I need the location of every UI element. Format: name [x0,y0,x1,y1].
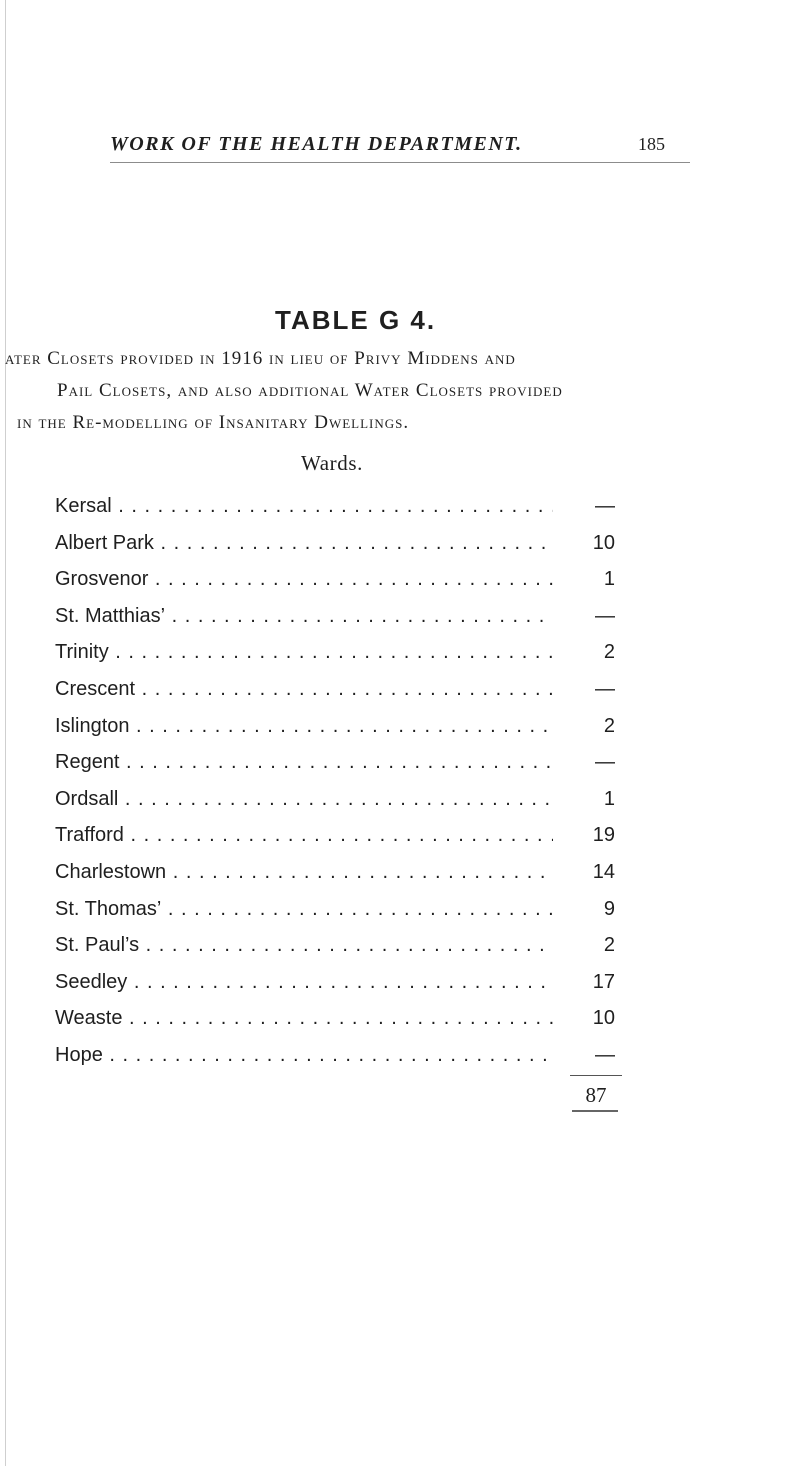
ward-value: 1 [603,787,615,810]
table-row [55,671,635,708]
page-number: 185 [638,134,665,154]
ward-name: Grosvenor . . . [55,561,553,598]
ward-name: Charlestown . . . [55,854,553,891]
ward-name: Trafford . . . [55,817,553,854]
ward-name: Trinity . . . [55,634,553,671]
table-row [55,854,635,891]
ward-value: 19 [592,824,615,847]
ward-name: Albert Park . . . [55,525,553,562]
ward-value: 1 [603,568,615,591]
ward-name: Kersal . . . [55,488,553,525]
table-row [55,488,635,525]
ward-value: 9 [603,897,615,920]
ward-name: St. Matthias’ . . . [55,598,553,635]
table-row [55,781,635,818]
ward-value: — [595,677,615,700]
table-row [55,817,635,854]
table-row [55,561,635,598]
ward-value: 17 [592,970,615,993]
total-underline [572,1110,618,1112]
table-label: TABLE G 4. [275,305,437,335]
table-row [55,1037,635,1074]
table-row [55,598,635,635]
ward-value: — [595,1043,615,1066]
running-header [110,133,665,163]
ward-list [55,488,635,1074]
ward-value: — [595,495,615,517]
ward-value: 10 [592,531,615,554]
table-row [55,525,635,562]
ward-name: Regent . . . [55,744,553,781]
ward-value: — [595,604,615,627]
table-row [55,927,635,964]
caption-line: Pail Closets, and also additional Water Closets provided [57,380,563,401]
wards-heading: Wards. [301,451,363,475]
ward-name: St. Thomas’ . . . [55,891,553,928]
ward-name: Ordsall . . . [55,781,553,818]
ward-name: Seedley . . . [55,964,553,1001]
ward-value: 2 [603,641,615,664]
table-row [55,708,635,745]
ward-value: 2 [603,934,615,957]
ward-name: St. Paul’s . . . [55,927,553,964]
ward-value: 2 [603,714,615,737]
total-rule [570,1075,622,1076]
ward-name: Crescent . . . [55,671,553,708]
table-row [55,891,635,928]
caption-line: ater Closets provided in 1916 in lieu of Privy Middens and [5,348,516,369]
running-header-title: WORK OF THE HEALTH DEPARTMENT. [110,133,523,155]
table-row [55,1000,635,1037]
ward-value: — [595,751,615,774]
ward-value: 14 [592,860,615,883]
ward-value: 10 [592,1007,615,1030]
table-caption [5,343,785,439]
ward-name: Hope . . . [55,1037,553,1074]
ward-name: Weaste . . . [55,1000,553,1037]
table-row [55,744,635,781]
table-row [55,964,635,1001]
header-rule [110,162,690,163]
page-edge-line [5,0,6,1466]
total-value: 87 [585,1083,607,1107]
table-row [55,634,635,671]
ward-name: Islington . . . [55,708,553,745]
caption-line: in the Re-modelling of Insanitary Dwellings. [17,412,410,433]
